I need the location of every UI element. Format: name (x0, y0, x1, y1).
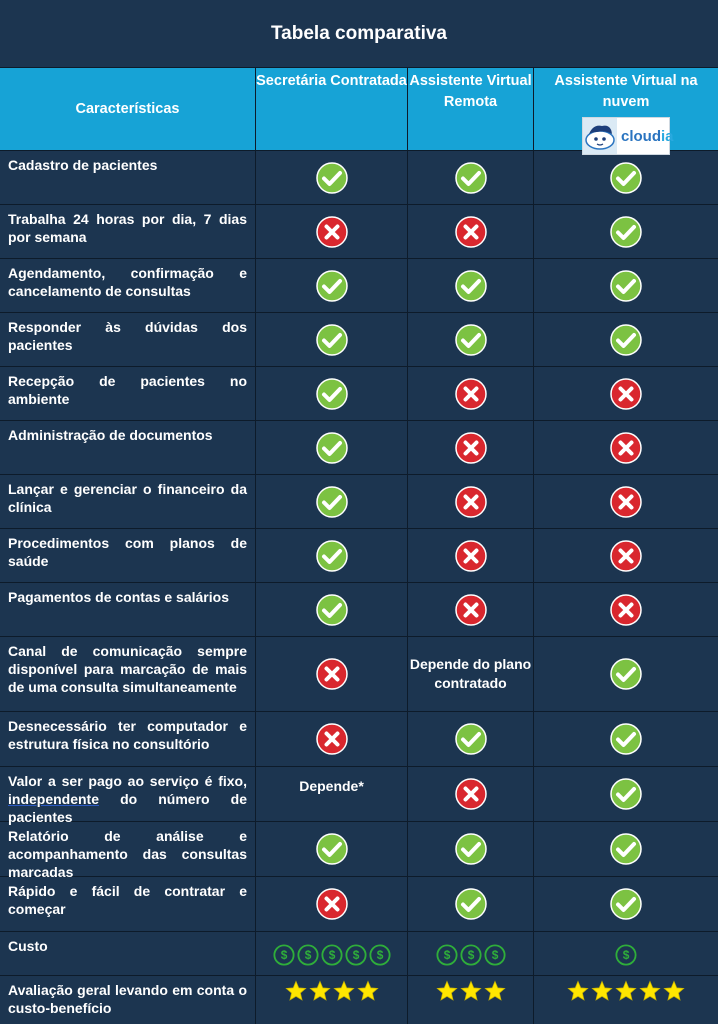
cross-icon (408, 367, 534, 420)
table-row (0, 151, 718, 205)
dollar-icon (345, 944, 367, 966)
star-icon (333, 980, 355, 1002)
check-icon (408, 313, 534, 366)
header-features: Características (0, 68, 256, 150)
feature-label: Canal de comunicação sempre disponível para marcação de mais de uma consulta simultaneamente (0, 637, 256, 711)
dollar-icon (297, 944, 319, 966)
check-icon (256, 529, 408, 582)
cloudia-logo-text: cloudia (621, 127, 674, 145)
dollar-icon (273, 944, 295, 966)
table-title: Tabela comparativa (0, 0, 718, 68)
cross-icon (534, 367, 718, 420)
feature-label: Custo (0, 932, 256, 975)
feature-label: Responder às dúvidas dos pacientes (0, 313, 256, 366)
check-icon (408, 822, 534, 876)
cloudia-logo (582, 117, 674, 155)
table-row (0, 421, 718, 475)
feature-label: Recepção de pacientes no ambiente (0, 367, 256, 420)
dollar-icon (460, 944, 482, 966)
cross-icon (256, 712, 408, 766)
star-icon (484, 980, 506, 1002)
dollar-icon (369, 944, 391, 966)
table-row (0, 932, 718, 976)
rating-stars (408, 976, 534, 1024)
cross-icon (534, 475, 718, 528)
header-row (0, 68, 718, 151)
table-row (0, 583, 718, 637)
cross-icon (408, 475, 534, 528)
cost-dollars (408, 932, 534, 975)
value-text: Depende do plano contratado (408, 637, 534, 711)
feature-label: Agendamento, confirmação e cancelamento de consultas (0, 259, 256, 312)
table-row (0, 259, 718, 313)
star-icon (460, 980, 482, 1002)
feature-label: Avaliação geral levando em conta o custo-benefício (0, 976, 256, 1024)
table-row (0, 475, 718, 529)
svg-text:$: $ (328, 948, 335, 963)
cross-icon (408, 583, 534, 636)
check-icon (256, 583, 408, 636)
check-icon (256, 151, 408, 204)
cross-icon (256, 637, 408, 711)
check-icon (256, 822, 408, 876)
check-icon (534, 259, 718, 312)
cross-icon (408, 205, 534, 258)
check-icon (408, 877, 534, 931)
svg-text:$: $ (304, 948, 311, 963)
svg-text:$: $ (491, 948, 498, 963)
star-icon (309, 980, 331, 1002)
table-row (0, 367, 718, 421)
check-icon (256, 475, 408, 528)
table-row (0, 767, 718, 825)
svg-text:$: $ (467, 948, 474, 963)
svg-text:$: $ (443, 948, 450, 963)
dollar-icon (484, 944, 506, 966)
check-icon (534, 767, 718, 821)
star-icon (436, 980, 458, 1002)
star-icon (567, 980, 589, 1002)
table-row (0, 976, 718, 1024)
svg-text:$: $ (376, 948, 383, 963)
dollar-icon (436, 944, 458, 966)
header-col3 (534, 68, 718, 150)
table-row (0, 712, 718, 767)
cloudia-mascot-icon (583, 118, 617, 154)
cross-icon (408, 421, 534, 474)
rating-stars (256, 976, 408, 1024)
value-text: Depende* (256, 767, 408, 821)
check-icon (534, 313, 718, 366)
dollar-icon (321, 944, 343, 966)
svg-text:$: $ (280, 948, 287, 963)
feature-label: Cadastro de pacientes (0, 151, 256, 204)
feature-label: Relatório de análise e acompanhamento das consultas marcadas (0, 822, 256, 876)
star-icon (285, 980, 307, 1002)
star-icon (357, 980, 379, 1002)
header-col2: Assistente Virtual Remota (408, 68, 534, 150)
check-icon (534, 712, 718, 766)
cross-icon (256, 205, 408, 258)
rating-stars (534, 976, 718, 1024)
check-icon (534, 822, 718, 876)
check-icon (256, 259, 408, 312)
star-icon (615, 980, 637, 1002)
feature-label: Procedimentos com planos de saúde (0, 529, 256, 582)
feature-label: Administração de documentos (0, 421, 256, 474)
cross-icon (256, 877, 408, 931)
table-row (0, 205, 718, 259)
check-icon (256, 313, 408, 366)
table-row (0, 822, 718, 880)
dollar-icon (615, 944, 637, 966)
feature-label: Valor a ser pago ao serviço é fixo, independente do número de pacientes (0, 767, 256, 821)
svg-text:$: $ (352, 948, 359, 963)
check-icon (534, 637, 718, 711)
header-col1: Secretária Contratada (256, 68, 408, 150)
check-icon (408, 259, 534, 312)
star-icon (663, 980, 685, 1002)
feature-label: Trabalha 24 horas por dia, 7 dias por semana (0, 205, 256, 258)
feature-label: Lançar e gerenciar o financeiro da clínica (0, 475, 256, 528)
table-row (0, 529, 718, 583)
star-icon (591, 980, 613, 1002)
cost-dollars (534, 932, 718, 975)
check-icon (408, 151, 534, 204)
cost-dollars (256, 932, 408, 975)
cross-icon (534, 583, 718, 636)
cross-icon (408, 529, 534, 582)
feature-label: Pagamentos de contas e salários (0, 583, 256, 636)
cross-icon (534, 529, 718, 582)
table-row (0, 637, 718, 712)
feature-label: Rápido e fácil de contratar e começar (0, 877, 256, 931)
star-icon (639, 980, 661, 1002)
svg-text:$: $ (622, 948, 630, 963)
cross-icon (408, 767, 534, 821)
header-col3-label: Assistente Virtual na nuvem (554, 73, 698, 110)
cross-icon (534, 421, 718, 474)
table-row (0, 877, 718, 932)
check-icon (534, 205, 718, 258)
check-icon (408, 712, 534, 766)
check-icon (534, 151, 718, 204)
check-icon (256, 421, 408, 474)
check-icon (256, 367, 408, 420)
feature-label: Desnecessário ter computador e estrutura física no consultório (0, 712, 256, 766)
check-icon (534, 877, 718, 931)
table-row (0, 313, 718, 367)
